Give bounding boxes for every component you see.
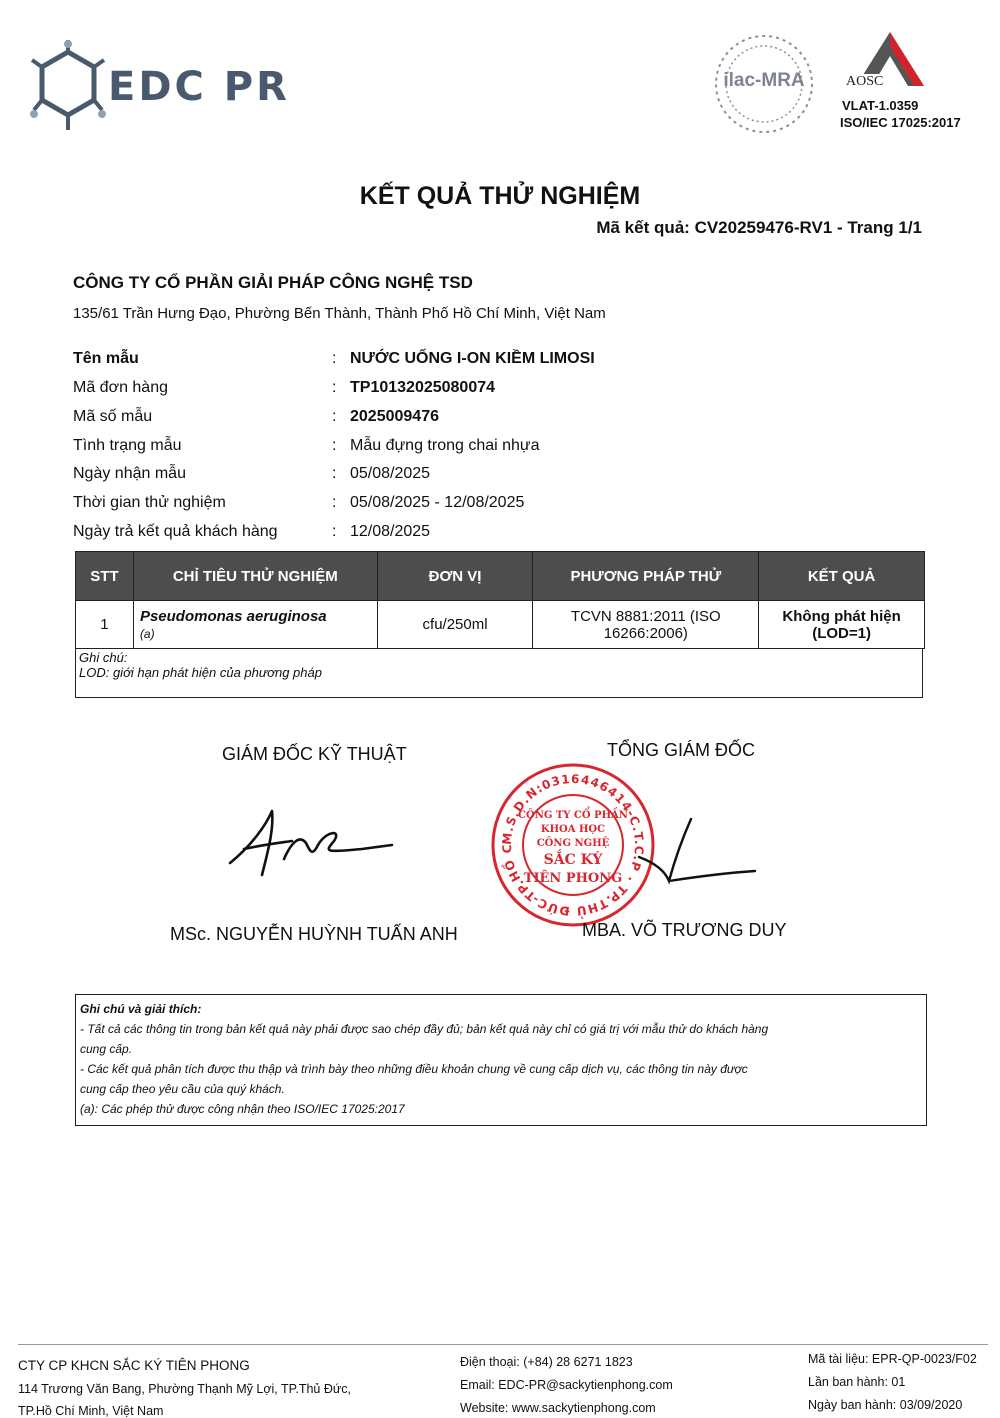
info-value: NƯỚC UỐNG I-ON KIỀM LIMOSI bbox=[350, 350, 595, 367]
method-line: 16266:2006) bbox=[603, 624, 688, 642]
table-header-row bbox=[76, 552, 925, 601]
right-signer-title: TỔNG GIÁM ĐỐC bbox=[607, 740, 755, 760]
signature-icon bbox=[222, 805, 402, 885]
stamp-ring-text: M.S.D.N:0316446414-C.T.C.P · TP.THỦ ĐỨC-TP.HỒ C bbox=[499, 771, 647, 919]
info-label: Tên mẫu bbox=[73, 350, 139, 367]
footer-address-line: TP.Hồ Chí Minh, Việt Nam bbox=[18, 1404, 164, 1418]
ilac-mra-logo bbox=[712, 32, 816, 136]
notes-label: Ghi chú: bbox=[79, 650, 128, 665]
info-value: 05/08/2025 bbox=[350, 465, 431, 482]
notes-text: LOD: giới hạn phát hiện của phương pháp bbox=[79, 665, 322, 680]
right-signature bbox=[615, 815, 765, 900]
footer-email: Email: EDC-PR@sackytienphong.com bbox=[460, 1378, 673, 1392]
footer-company: CTY CP KHCN SẮC KÝ TIÊN PHONG bbox=[18, 1358, 250, 1373]
explanation-line: - Tất cả các thông tin trong bản kết quả này phải được sao chép đầy đủ; bản kết quả này chỉ có giá trị với mẫu thử do khách hàng bbox=[80, 1022, 769, 1036]
column-header: PHƯƠNG PHÁP THỬ bbox=[533, 552, 759, 601]
explanation-line: (a): Các phép thử được công nhận theo ISO/IEC 17025:2017 bbox=[80, 1102, 405, 1116]
hexagon-logo-icon bbox=[28, 38, 108, 138]
info-label: Tình trạng mẫu bbox=[73, 437, 182, 454]
left-signer-title: GIÁM ĐỐC KỸ THUẬT bbox=[222, 744, 407, 764]
result-line: (LOD=1) bbox=[812, 624, 871, 642]
info-label: Mã số mẫu bbox=[73, 408, 153, 425]
footer-divider bbox=[18, 1344, 988, 1345]
stamp-center-line: CÔNG TY CỔ PHẦN bbox=[518, 810, 628, 821]
footer-doc-code: Mã tài liệu: EPR-QP-0023/F02 bbox=[808, 1352, 977, 1366]
explanation-box bbox=[75, 994, 927, 1126]
info-row-received-date bbox=[73, 465, 833, 491]
info-colon: : bbox=[332, 494, 337, 511]
explanation-line: cung cấp theo yêu cầu của quý khách. bbox=[80, 1082, 285, 1096]
explanation-line: - Các kết quả phân tích được thu thập và trình bày theo những điều khoản chung về cung cấp dịch vụ, các thông tin này được bbox=[80, 1062, 748, 1076]
footer-address-line: 114 Trương Văn Bang, Phường Thạnh Mỹ Lợi, TP.Thủ Đức, bbox=[18, 1382, 351, 1396]
cell-method bbox=[533, 601, 759, 649]
stamp-center-line: SẮC KÝ bbox=[543, 852, 603, 868]
aosc-label: AOSC bbox=[846, 74, 884, 89]
footer-edition: Lần ban hành: 01 bbox=[808, 1375, 906, 1389]
cell-unit: cfu/250ml bbox=[377, 601, 533, 649]
right-signer-name: MBA. VÕ TRƯƠNG DUY bbox=[582, 920, 787, 940]
info-row-sample-name bbox=[73, 350, 833, 376]
column-header: ĐƠN VỊ bbox=[377, 552, 533, 601]
info-row-order-code bbox=[73, 379, 833, 405]
info-label: Thời gian thử nghiệm bbox=[73, 494, 226, 511]
result-line: Không phát hiện bbox=[782, 607, 901, 625]
logo-text: EDC PR bbox=[108, 64, 290, 110]
info-colon: : bbox=[332, 437, 337, 454]
info-colon: : bbox=[332, 523, 337, 540]
stamp-center-line: KHOA HỌC bbox=[540, 824, 606, 835]
cell-stt: 1 bbox=[76, 601, 134, 649]
info-value: 12/08/2025 bbox=[350, 523, 431, 540]
footer-issue-date: Ngày ban hành: 03/09/2020 bbox=[808, 1398, 963, 1412]
footer-phone: Điện thoại: (+84) 28 6271 1823 bbox=[460, 1355, 633, 1369]
table-row bbox=[76, 601, 925, 649]
info-value: Mẫu đựng trong chai nhựa bbox=[350, 437, 540, 454]
cell-parameter bbox=[133, 601, 377, 649]
info-row-test-period bbox=[73, 494, 833, 520]
stamp-center-line: CÔNG NGHỆ bbox=[536, 838, 610, 849]
column-header: STT bbox=[76, 552, 134, 601]
info-row-sample-code bbox=[73, 408, 833, 434]
info-row-sample-condition bbox=[73, 437, 833, 463]
signature-icon bbox=[615, 815, 765, 895]
method-line: TCVN 8881:2011 (ISO bbox=[570, 607, 721, 625]
info-value: 2025009476 bbox=[350, 408, 439, 425]
table-notes bbox=[75, 648, 923, 698]
column-header: KẾT QUẢ bbox=[759, 552, 925, 601]
company-logo bbox=[28, 38, 108, 138]
info-colon: : bbox=[332, 379, 337, 396]
info-label: Ngày nhận mẫu bbox=[73, 465, 186, 482]
info-colon: : bbox=[332, 465, 337, 482]
customer-company-name: CÔNG TY CỔ PHẦN GIẢI PHÁP CÔNG NGHỆ TSD bbox=[73, 273, 473, 292]
left-signer-name: MSc. NGUYỄN HUỲNH TUẤN ANH bbox=[170, 924, 458, 944]
customer-address: 135/61 Trần Hưng Đạo, Phường Bến Thành, Thành Phố Hồ Chí Minh, Việt Nam bbox=[73, 305, 606, 322]
results-table bbox=[75, 551, 925, 649]
accreditation-standard: ISO/IEC 17025:2017 bbox=[840, 115, 961, 130]
ilac-label: ilac-MRA bbox=[723, 70, 805, 91]
footer-website: Website: www.sackytienphong.com bbox=[460, 1401, 656, 1415]
page-title: KẾT QUẢ THỬ NGHIỆM bbox=[359, 182, 641, 210]
left-signature bbox=[222, 805, 402, 890]
parameter-note: (a) bbox=[139, 627, 155, 641]
cell-result bbox=[759, 601, 925, 649]
result-code: Mã kết quả: CV20259476-RV1 - Trang 1/1 bbox=[596, 218, 922, 237]
info-colon: : bbox=[332, 408, 337, 425]
info-label: Mã đơn hàng bbox=[73, 379, 168, 396]
aosc-logo bbox=[846, 30, 930, 90]
explanation-line: cung cấp. bbox=[80, 1042, 133, 1056]
accreditation-code: VLAT-1.0359 bbox=[842, 98, 919, 113]
column-header: CHỈ TIÊU THỬ NGHIỆM bbox=[133, 552, 377, 601]
stamp-center-line: TIÊN PHONG bbox=[523, 871, 623, 886]
info-colon: : bbox=[332, 350, 337, 367]
info-row-return-date bbox=[73, 523, 833, 549]
parameter-name: Pseudomonas aeruginosa bbox=[139, 608, 327, 625]
explanation-title: Ghi chú và giải thích: bbox=[80, 1002, 202, 1016]
info-label: Ngày trả kết quả khách hàng bbox=[73, 523, 278, 540]
info-value: TP10132025080074 bbox=[350, 379, 496, 396]
info-value: 05/08/2025 - 12/08/2025 bbox=[350, 494, 525, 511]
